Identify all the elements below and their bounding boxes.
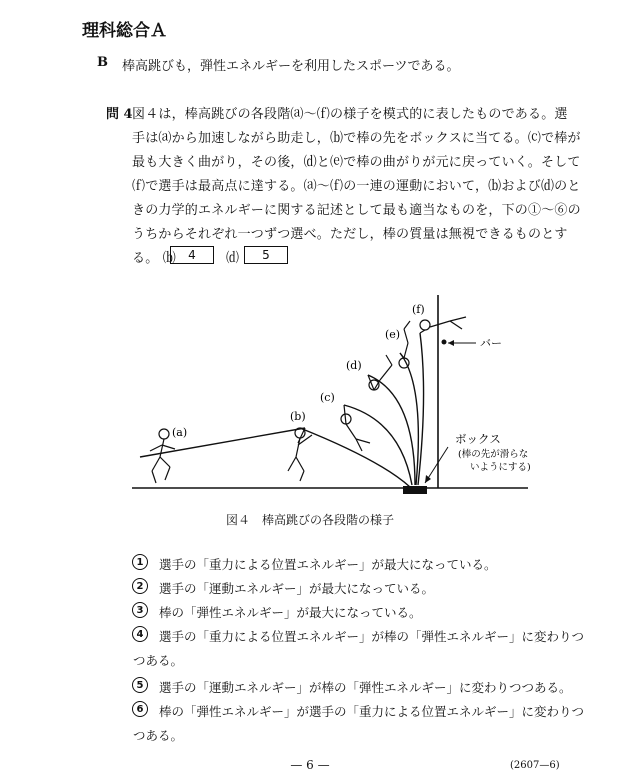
- vaulter-c: [341, 405, 370, 451]
- question-line-6: うちからそれぞれ一つずつ選べ。ただし，棒の質量は無視できるものとす: [132, 227, 568, 242]
- option-3-text: 棒の「弾性エネルギー」が最大になっている。: [159, 605, 422, 620]
- option-6-number[interactable]: 6: [132, 701, 148, 717]
- stage-label-a: (a): [172, 426, 188, 439]
- question-line-5: きの力学的エネルギーに関する記述として最も適当なものを，下の①〜⑥の: [132, 203, 581, 218]
- option-2-number[interactable]: 2: [132, 578, 148, 594]
- option-1-text: 選手の「重力による位置エネルギー」が最大になっている。: [159, 557, 497, 572]
- stage-label-d: (d): [346, 359, 362, 372]
- exam-code: (2607—6): [510, 760, 560, 771]
- pole-c: [344, 405, 412, 485]
- vaulter-b: [288, 428, 312, 481]
- stage-label-f: (f): [412, 303, 425, 316]
- question-line-1: 図４は，棒高跳びの各段階⒜〜⒡の様子を模式的に表したものである。選: [132, 107, 568, 122]
- page-number: — 6 —: [290, 758, 330, 772]
- option-5-text: 選手の「運動エネルギー」が棒の「弾性エネルギー」に変わりつつある。: [159, 680, 572, 695]
- crossbar: [442, 340, 447, 345]
- option-4-continuation: つある。: [133, 653, 184, 668]
- box-note-2: いようにする): [470, 462, 531, 473]
- option-2-text: 選手の「運動エネルギー」が最大になっている。: [159, 581, 435, 596]
- stage-label-e: (e): [385, 328, 401, 341]
- option-6-continuation: つある。: [133, 728, 184, 743]
- vaulter-d: [368, 355, 392, 390]
- answer-b-label: ⒝: [162, 251, 176, 266]
- box-note-1: (棒の先が滑らな: [458, 449, 529, 460]
- answer-d-label: ⒟: [226, 251, 240, 266]
- option-3-number[interactable]: 3: [132, 602, 148, 618]
- question-label: 問 4: [106, 107, 133, 122]
- question-line-4: ⒡で選手は最高点に達する。⒜〜⒡の一連の運動において，⒝および⒟のと: [132, 179, 581, 194]
- vaulter-f: [420, 317, 466, 333]
- figure-caption: 図４ 棒高跳びの各段階の様子: [225, 513, 394, 527]
- pole-a: [140, 428, 305, 457]
- option-1-number[interactable]: 1: [132, 554, 148, 570]
- section-letter: B: [97, 55, 108, 70]
- answer-line-prefix: る。: [132, 251, 159, 266]
- option-5-number[interactable]: 5: [132, 677, 148, 693]
- pole-f: [418, 333, 424, 485]
- question-line-3: 最も大きく曲がり，その後，⒟と⒠で棒の曲がりが元に戻っていく。そして: [132, 155, 581, 170]
- answer-box-d[interactable]: 5: [244, 246, 288, 264]
- answer-box-b[interactable]: 4: [170, 246, 214, 264]
- subject-title: 理科総合Ａ: [82, 21, 167, 41]
- bar-label: バー: [480, 337, 502, 350]
- vault-box: [403, 486, 427, 494]
- pole-e: [400, 353, 418, 485]
- pole-vault-figure: [0, 285, 620, 505]
- question-line-2: 手は⒜から加速しながら助走し，⒝で棒の先をボックスに当てる。⒞で棒が: [132, 131, 581, 146]
- option-6-text: 棒の「弾性エネルギー」が選手の「重力による位置エネルギー」に変わりつ: [159, 704, 585, 719]
- stage-label-b: (b): [290, 410, 306, 423]
- stage-label-c: (c): [320, 391, 335, 404]
- option-4-text: 選手の「重力による位置エネルギー」が棒の「弾性エネルギー」に変わりつ: [159, 629, 585, 644]
- box-label: ボックス: [455, 432, 501, 446]
- option-4-number[interactable]: 4: [132, 626, 148, 642]
- section-intro: 棒高跳びも，弾性エネルギーを利用したスポーツである。: [122, 59, 460, 74]
